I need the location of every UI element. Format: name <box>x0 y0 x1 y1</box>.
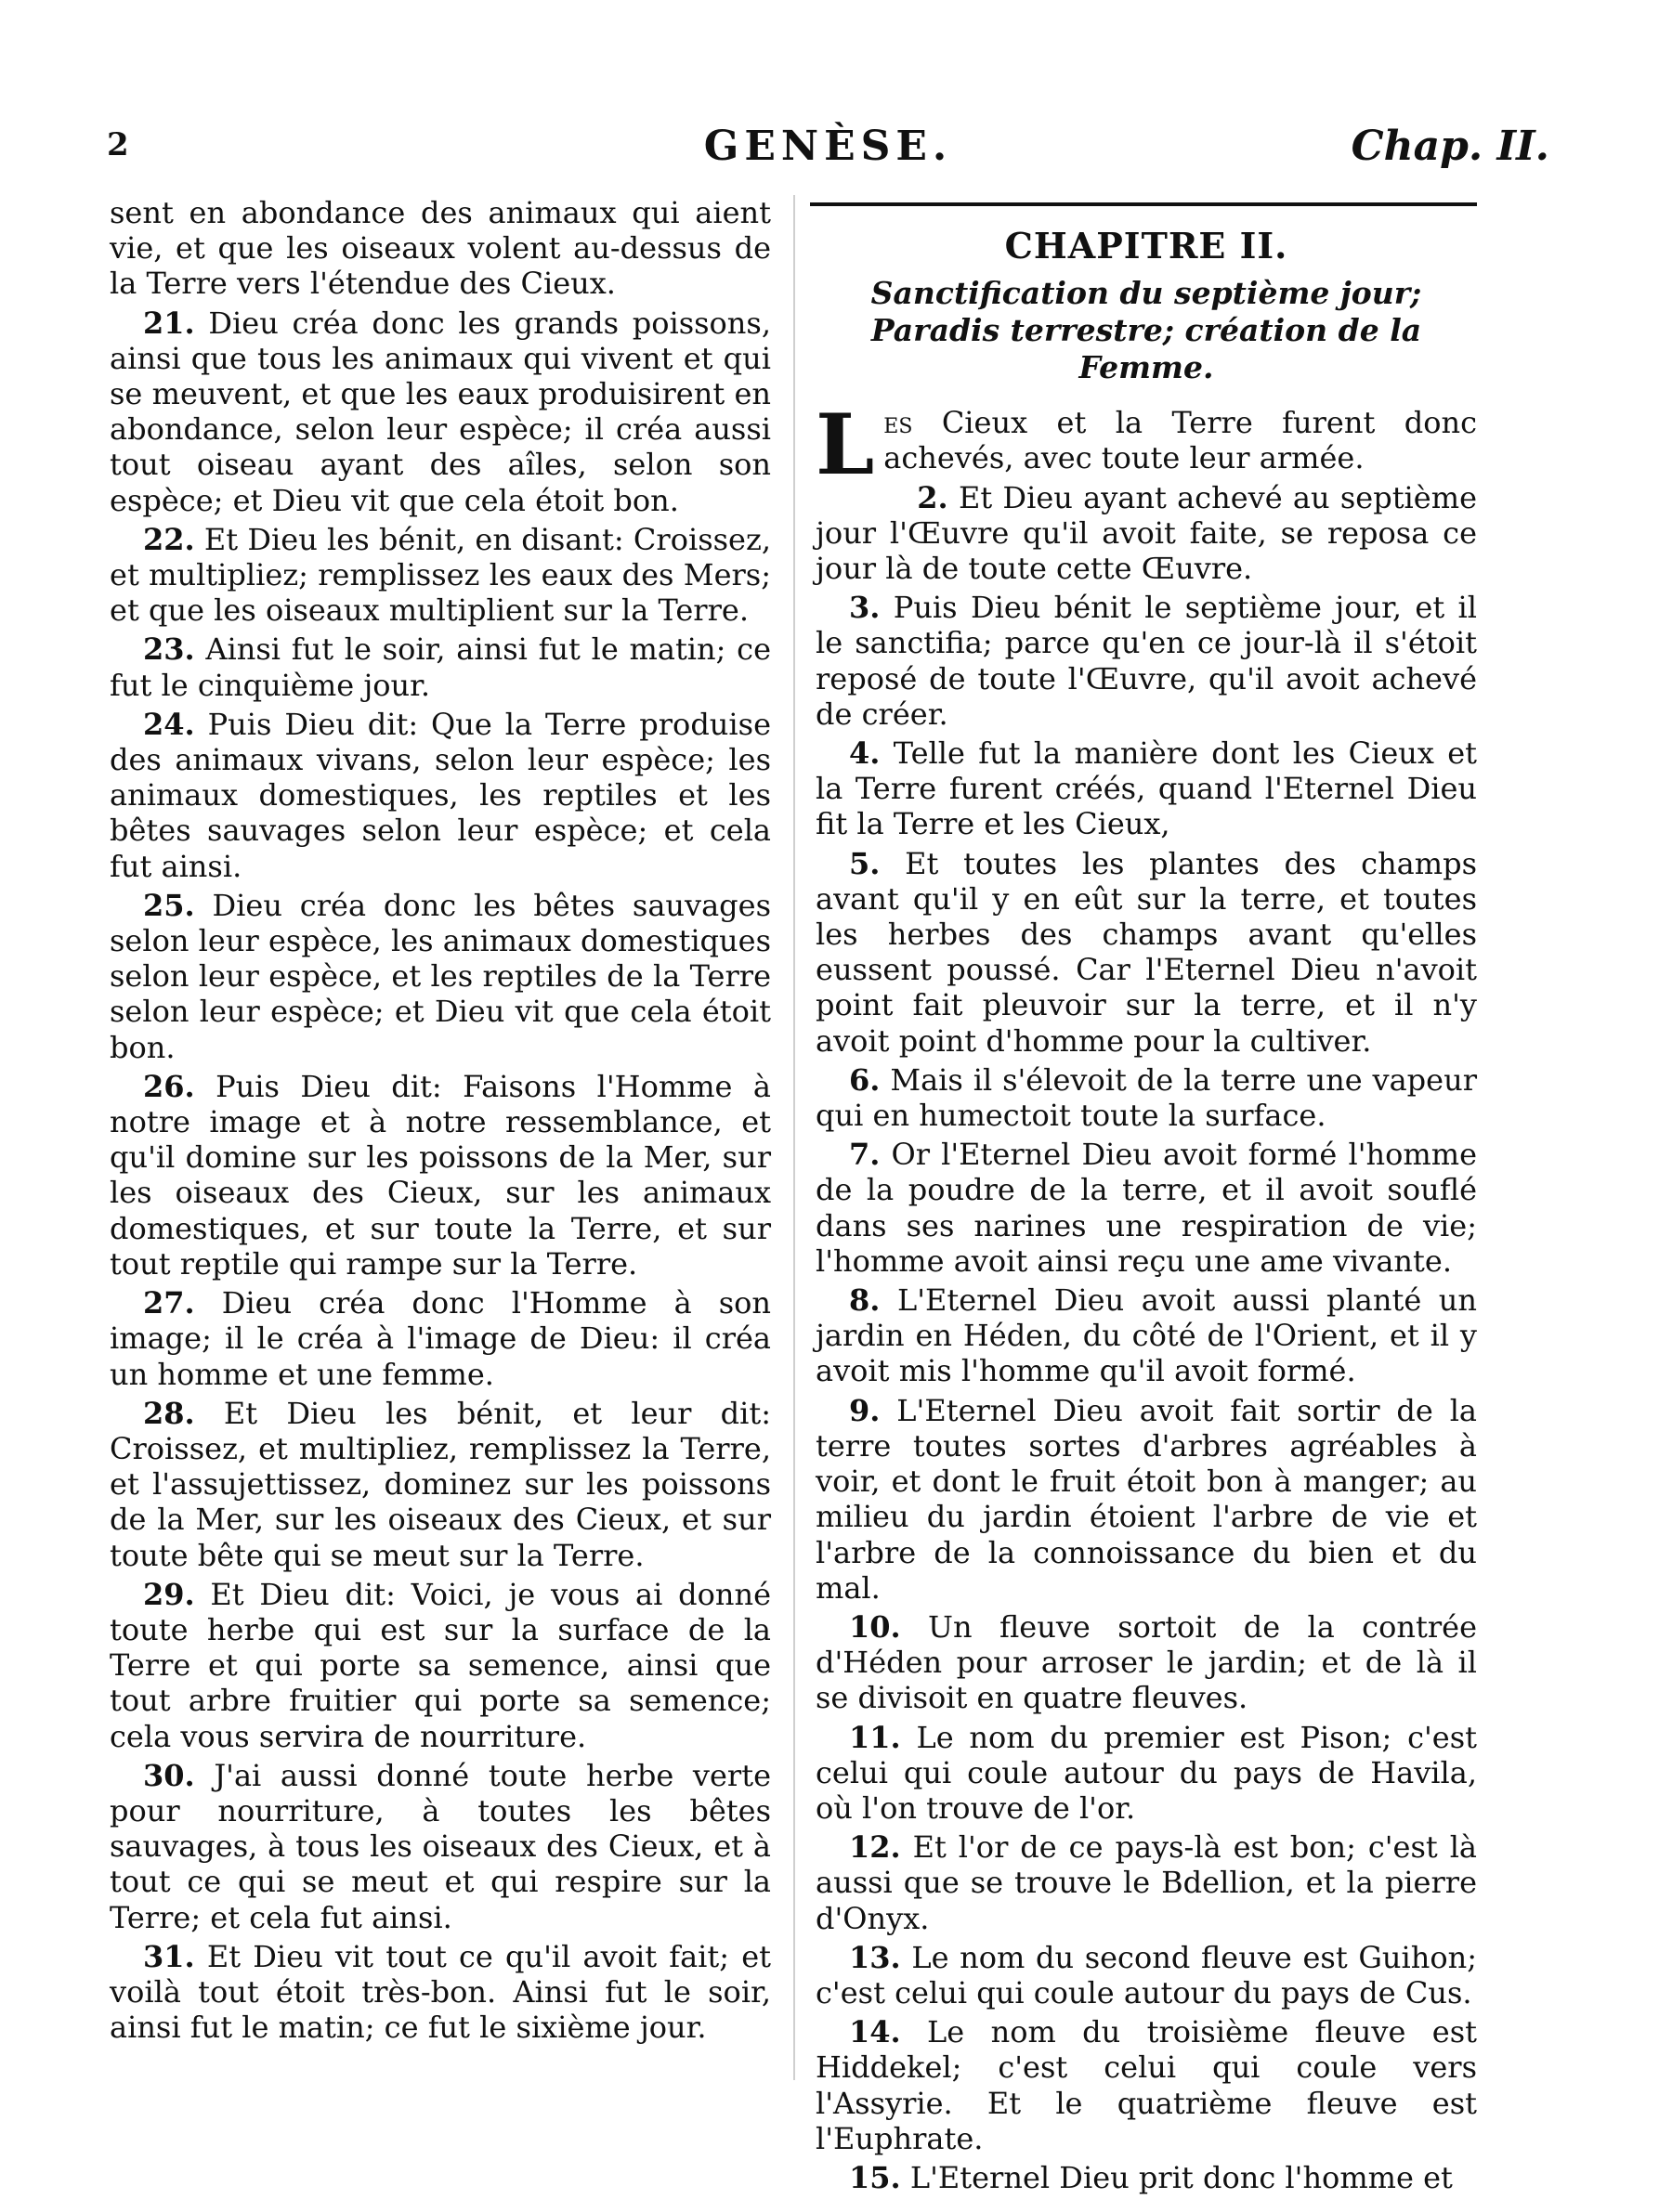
right-column <box>816 195 1477 2199</box>
verse-text: L'Eternel Dieu avoit fait sortir de la terre toutes sortes d'arbres agréables à voir, et dont le fruit étoit bon à manger; au milieu du jardin étoient l'arbre de vie et l'arbre de la connoissance du bien et du mal. <box>816 1392 1477 1606</box>
verse-text: Un fleuve sortoit de la contrée d'Héden pour arroser le jardin; et de là il se divisoit en quatre fleuves. <box>816 1608 1478 1716</box>
page-number: 2 <box>107 126 129 163</box>
verse-text: Dieu créa donc les bêtes sauvages selon leur espèce, les animaux domestiques selon leur espèce, et les reptiles de la Terre selon leur espèce; et Dieu vit que cela étoit bon. <box>110 887 772 1065</box>
verse-number: 6. <box>849 1061 881 1098</box>
verse-text: Mais il s'élevoit de la terre une vapeur qui en humectoit toute la surface. <box>816 1061 1478 1134</box>
verse-text: Dieu créa donc l'Homme à son image; il le créa à l'image de Dieu: il créa un homme et une femme. <box>110 1285 772 1392</box>
verse-number: 8. <box>849 1282 881 1319</box>
verse-number: 23. <box>143 631 195 668</box>
drop-cap-letter: L <box>816 396 875 495</box>
verse-text: Et Dieu les bénit, et leur dit: Croissez, et multipliez, remplissez la Terre, et l'assujettissez, dominez sur les poissons de la Mer, sur les oiseaux des Cieux, et sur toute bête qui se meut sur la Terre. <box>110 1395 772 1573</box>
verse-23 <box>110 631 771 702</box>
verse-text: Puis Dieu dit: Faisons l'Homme à notre image et à notre ressemblance, et qu'il domine sur les poissons de la Mer, sur les oiseaux des Cieux, sur les animaux domestiques, et sur toute la Terre, et sur tout reptile qui rampe sur la Terre. <box>110 1068 772 1282</box>
verse-number: 29. <box>143 1576 195 1612</box>
verse-text: Et Dieu dit: Voici, je vous ai donné toute herbe qui est sur la surface de la Terre et qui porte sa semence, ainsi que tout arbre fruitier qui porte sa semence; cela vous servira de nourriture. <box>110 1576 772 1754</box>
verse-number: 13. <box>849 1939 901 1975</box>
verse-text: Dieu créa donc les grands poissons, ainsi que tous les animaux qui vivent et qui se meuvent, et que les eaux produisirent en abondance, selon leur espèce; il créa aussi tout oiseau ayant des aîles, selon son espèce; et Dieu vit que cela étoit bon. <box>110 305 772 518</box>
verse-text: L'Eternel Dieu prit donc l'homme et <box>909 2159 1453 2195</box>
verse-text: Telle fut la manière dont les Cieux et la Terre furent créés, quand l'Eternel Dieu fit la Terre et les Cieux, <box>816 735 1478 842</box>
verse-number: 11. <box>849 1719 901 1755</box>
verse-number: 4. <box>849 735 881 772</box>
verse-22 <box>110 522 771 629</box>
verse-15 <box>816 2160 1477 2195</box>
verse-text: Ainsi fut le soir, ainsi fut le matin; ce fut le cinquième jour. <box>110 631 772 703</box>
verse-5 <box>816 846 1477 1059</box>
chapter-summary: Sanctification du septième jour; Paradis terrestre; création de la Femme. <box>870 275 1422 386</box>
verse-number: 15. <box>849 2159 901 2195</box>
chapter-heading: CHAPITRE II. <box>1004 225 1288 267</box>
verse-number: 24. <box>143 706 195 742</box>
verse-3 <box>816 590 1477 732</box>
verse-text: Et l'or de ce pays-là est bon; c'est là aussi que se trouve le Bdellion, et la pierre d'Onyx. <box>816 1829 1477 1936</box>
verse-text: Or l'Eternel Dieu avoit formé l'homme de la poudre de la terre, et il avoit souflé dans ses narines une respiration de vie; l'homme avoit ainsi reçu une ame vivante. <box>816 1137 1478 1279</box>
verse-number: 25. <box>143 887 195 923</box>
running-head <box>107 119 1549 175</box>
verse-text: Et toutes les plantes des champs avant qu'il y en eût sur la terre, et toutes les herbes des champs avant qu'elles eussent poussé. Car l'Eternel Dieu n'avoit point fait pleuvoir sur la terre, et il n'y avoit point d'homme pour la cultiver. <box>816 845 1477 1059</box>
verse-12 <box>816 1829 1477 1936</box>
verse-2 <box>816 480 1477 587</box>
verse-number: 27. <box>143 1285 195 1321</box>
verse-26 <box>110 1069 771 1282</box>
verse-text: Le nom du second fleuve est Guihon; c'est celui qui coule autour du pays de Cus. <box>816 1939 1478 2010</box>
column-divider <box>793 195 795 2080</box>
verse-6 <box>816 1062 1477 1133</box>
verse-text: Et Dieu vit tout ce qu'il avoit fait; et voilà tout étoit très-bon. Ainsi fut le soir, ainsi fut le matin; ce fut le sixième jour. <box>110 1938 772 2046</box>
verse-number: 30. <box>143 1757 195 1793</box>
verse-number: 14. <box>849 2014 901 2050</box>
book-title: GENÈSE. <box>703 123 953 170</box>
verse-number: 7. <box>849 1137 881 1173</box>
verse-text: Puis Dieu dit: Que la Terre produise des animaux vivans, selon leur espèce; les animaux domestiques, les reptiles et les bêtes sauvages selon leur espèce; et cela fut ainsi. <box>110 706 772 884</box>
verse-27 <box>110 1285 771 1392</box>
left-column <box>110 195 771 2049</box>
verse-number: 5. <box>849 845 881 881</box>
verse-number: 31. <box>143 1938 195 1974</box>
verse-number: 2. <box>917 479 948 515</box>
verse-30 <box>110 1758 771 1935</box>
verse-28 <box>110 1396 771 1573</box>
verse-13 <box>816 1940 1477 2010</box>
chapter-label: Chap. II. <box>1351 123 1549 170</box>
verse-text: Et Dieu les bénit, en disant: Croissez, et multipliez; remplissez les eaux des Mers; et que les oiseaux multiplient sur la Terre. <box>110 521 772 629</box>
verse-text: Cieux et la Terre furent donc achevés, avec toute leur armée. <box>883 405 1477 476</box>
drop-cap-smallcaps: es <box>883 405 913 441</box>
verse-11 <box>816 1720 1477 1827</box>
verse-number: 10. <box>849 1608 901 1645</box>
verse-14 <box>816 2014 1477 2156</box>
verse-9 <box>816 1393 1477 1606</box>
verse-number: 3. <box>849 590 881 626</box>
continuation-text: sent en abondance des animaux qui aient vie, et que les oiseaux volent au-dessus de la Terre vers l'étendue des Cieux. <box>110 195 771 302</box>
verse-29 <box>110 1577 771 1754</box>
verse-text: L'Eternel Dieu avoit aussi planté un jardin en Héden, du côté de l'Orient, et il y avoit mis l'homme qu'il avoit formé. <box>816 1282 1478 1389</box>
verse-text: Puis Dieu bénit le septième jour, et il le sanctifia; parce qu'en ce jour-là il s'étoit reposé de toute l'Œuvre, qu'il avoit achevé de créer. <box>816 590 1478 732</box>
verse-text: Le nom du troisième fleuve est Hiddekel; c'est celui qui coule vers l'Assyrie. Et le quatrième fleuve est l'Euphrate. <box>816 2014 1478 2156</box>
verse-text: J'ai aussi donné toute herbe verte pour nourriture, à toutes les bêtes sauvages, à tous les oiseaux des Cieux, et à tout ce qui se meut et qui respire sur la Terre; et cela fut ainsi. <box>110 1757 772 1935</box>
verse-number: 28. <box>143 1395 195 1431</box>
verse-10 <box>816 1609 1477 1716</box>
verse-text: Et Dieu ayant achevé au septième jour l'Œuvre qu'il avoit faite, se reposa ce jour là de toute cette Œuvre. <box>816 479 1478 587</box>
verse-7 <box>816 1137 1477 1279</box>
verse-21 <box>110 306 771 518</box>
verse-text: Le nom du premier est Pison; c'est celui qui coule autour du pays de Havila, où l'on trouve de l'or. <box>816 1719 1478 1826</box>
verse-number: 26. <box>143 1068 195 1104</box>
verse-number: 9. <box>849 1392 881 1428</box>
verse-1 <box>816 396 1477 495</box>
verse-24 <box>110 707 771 884</box>
verse-number: 21. <box>143 305 195 341</box>
verse-31 <box>110 1939 771 2046</box>
verse-8 <box>816 1282 1477 1389</box>
verse-number: 22. <box>143 521 195 557</box>
verse-4 <box>816 735 1477 842</box>
verse-25 <box>110 888 771 1065</box>
verse-number: 12. <box>849 1829 901 1866</box>
